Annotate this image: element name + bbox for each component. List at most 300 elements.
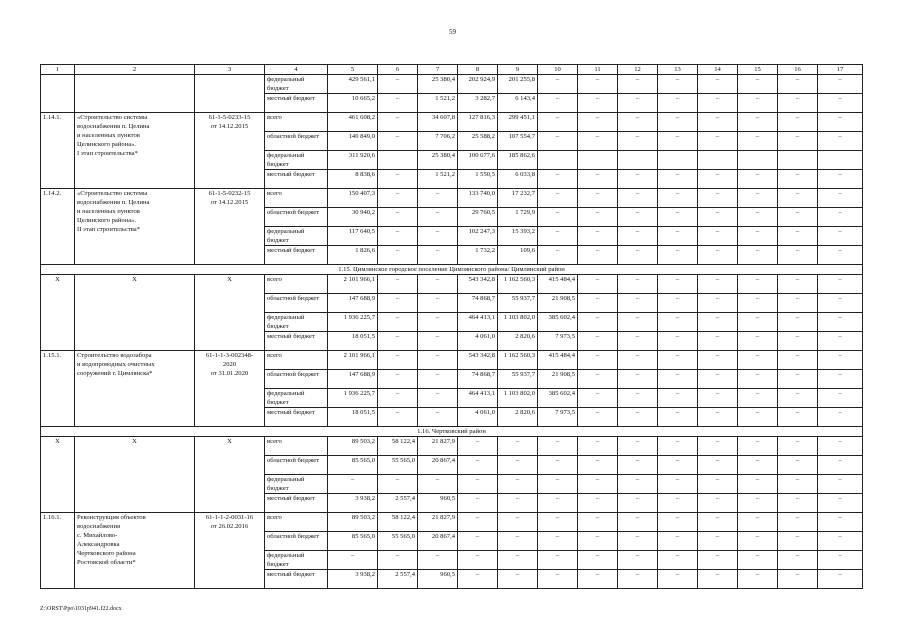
amount-cell: – <box>818 389 863 408</box>
amount-cell: 20 867,4 <box>418 532 458 551</box>
amount-cell: 107 554,7 <box>498 132 538 151</box>
object-name-line: и населенных пунктов <box>77 132 140 139</box>
column-header: 16 <box>778 65 818 75</box>
amount-cell: – <box>658 313 698 332</box>
funding-source: областной бюджет <box>265 132 328 151</box>
amount-cell: – <box>538 551 578 570</box>
amount-cell: – <box>658 294 698 313</box>
amount-cell: – <box>738 294 778 313</box>
amount-cell: – <box>818 189 863 208</box>
amount-cell: – <box>538 227 578 246</box>
amount-cell: – <box>538 246 578 265</box>
amount-cell <box>578 151 618 170</box>
amount-cell: 58 122,4 <box>378 513 418 532</box>
funding-source: всего <box>265 189 328 208</box>
amount-cell: – <box>578 532 618 551</box>
amount-cell: – <box>328 551 378 570</box>
amount-cell: – <box>498 475 538 494</box>
budget-table <box>40 64 863 589</box>
amount-cell: 385 602,4 <box>538 389 578 408</box>
amount-cell: – <box>778 456 818 475</box>
amount-cell: 29 760,5 <box>458 208 498 227</box>
amount-cell <box>618 151 658 170</box>
amount-cell: – <box>578 189 618 208</box>
item-number: 1.15.1. <box>41 351 75 427</box>
amount-cell: – <box>378 94 418 113</box>
amount-cell: 385 602,4 <box>538 313 578 332</box>
amount-cell: – <box>658 551 698 570</box>
amount-cell: 1 521,2 <box>418 94 458 113</box>
amount-cell: – <box>778 313 818 332</box>
amount-cell: – <box>778 94 818 113</box>
amount-cell: 464 413,1 <box>458 313 498 332</box>
object-name-line: сооружений г. Цимлянска* <box>77 370 153 377</box>
amount-cell: – <box>418 246 458 265</box>
amount-cell: – <box>738 94 778 113</box>
amount-cell: – <box>778 170 818 189</box>
amount-cell: – <box>738 551 778 570</box>
amount-cell: 20 867,4 <box>418 456 458 475</box>
amount-cell: 1 550,5 <box>458 170 498 189</box>
funding-source: федеральный бюджет <box>265 475 328 494</box>
amount-cell: 415 484,4 <box>538 275 578 294</box>
amount-cell: – <box>778 408 818 427</box>
amount-cell: – <box>738 132 778 151</box>
table-row <box>41 513 863 532</box>
funding-source: местный бюджет <box>265 94 328 113</box>
amount-cell: 1 521,2 <box>418 170 458 189</box>
amount-cell: 461 608,2 <box>328 113 378 132</box>
document-ref-line: 61-1-1-2-0031-16 <box>205 514 254 521</box>
funding-source: областной бюджет <box>265 208 328 227</box>
amount-cell: 127 816,3 <box>458 113 498 132</box>
document-ref-line: от 31.01.2020 <box>210 370 249 377</box>
amount-cell: 15 393,2 <box>498 227 538 246</box>
amount-cell: – <box>418 475 458 494</box>
amount-cell: 3 938,2 <box>328 494 378 513</box>
amount-cell: 299 451,1 <box>498 113 538 132</box>
column-header: 7 <box>418 65 458 75</box>
amount-cell: 2 820,6 <box>498 332 538 351</box>
amount-cell: – <box>578 389 618 408</box>
amount-cell: – <box>658 113 698 132</box>
amount-cell: – <box>458 456 498 475</box>
document-ref <box>195 275 265 351</box>
amount-cell: – <box>738 532 778 551</box>
amount-cell: – <box>498 532 538 551</box>
amount-cell: – <box>578 513 618 532</box>
object-name-line: Реконструкция объектов <box>77 514 146 521</box>
amount-cell: – <box>378 275 418 294</box>
amount-cell: 1 103 802,0 <box>498 389 538 408</box>
amount-cell: – <box>778 189 818 208</box>
amount-cell: 7 706,2 <box>418 132 458 151</box>
document-ref <box>195 113 265 189</box>
amount-cell: 102 247,3 <box>458 227 498 246</box>
amount-cell: – <box>738 170 778 189</box>
item-number: 1.14.1. <box>41 113 75 189</box>
document-ref-line: от 14.12.2015 <box>210 123 249 130</box>
amount-cell: – <box>778 275 818 294</box>
column-header: 5 <box>328 65 378 75</box>
amount-cell: – <box>698 113 738 132</box>
amount-cell: – <box>578 208 618 227</box>
amount-cell: – <box>738 113 778 132</box>
amount-cell: – <box>698 437 738 456</box>
funding-source: всего <box>265 513 328 532</box>
amount-cell: 55 937,7 <box>498 294 538 313</box>
item-number: X <box>41 275 75 351</box>
amount-cell: – <box>658 389 698 408</box>
funding-source: местный бюджет <box>265 332 328 351</box>
amount-cell: 25 588,2 <box>458 132 498 151</box>
amount-cell: – <box>458 570 498 589</box>
amount-cell: – <box>658 570 698 589</box>
object-name-line: Строительство водозабора <box>77 352 152 359</box>
section-title: 1.15. Цимлянское городское поселение Цимлянского района/ Цимлянский район <box>41 265 863 275</box>
amount-cell: 133 740,0 <box>458 189 498 208</box>
amount-cell: – <box>498 513 538 532</box>
amount-cell: – <box>578 456 618 475</box>
amount-cell: – <box>818 294 863 313</box>
object-name <box>75 513 195 589</box>
object-name-line: и водопроводных очистных <box>77 361 155 368</box>
column-header: 12 <box>618 65 658 75</box>
amount-cell: – <box>658 275 698 294</box>
section-row <box>41 265 863 275</box>
amount-cell: – <box>538 532 578 551</box>
amount-cell: 1 936 225,7 <box>328 313 378 332</box>
amount-cell: – <box>698 408 738 427</box>
amount-cell: – <box>778 389 818 408</box>
amount-cell <box>698 151 738 170</box>
amount-cell: – <box>378 332 418 351</box>
amount-cell: – <box>658 370 698 389</box>
funding-source: местный бюджет <box>265 170 328 189</box>
table-row <box>41 75 863 94</box>
amount-cell: – <box>738 475 778 494</box>
amount-cell: – <box>578 294 618 313</box>
column-header: 1 <box>41 65 75 75</box>
column-header: 8 <box>458 65 498 75</box>
amount-cell: 89 503,2 <box>328 513 378 532</box>
amount-cell: – <box>538 475 578 494</box>
amount-cell: – <box>618 351 658 370</box>
funding-source: федеральный бюджет <box>265 75 328 94</box>
object-name-line: «Строительство системы <box>77 190 148 197</box>
amount-cell <box>378 151 418 170</box>
document-ref-line: 61-1-5-0232-15 <box>208 190 251 197</box>
amount-cell: – <box>618 208 658 227</box>
amount-cell: – <box>538 456 578 475</box>
amount-cell: – <box>818 170 863 189</box>
amount-cell: – <box>778 570 818 589</box>
item-number <box>41 75 75 113</box>
document-ref-line: 61-1-5-0233-15 <box>208 114 251 121</box>
amount-cell: – <box>618 370 658 389</box>
amount-cell: – <box>618 513 658 532</box>
amount-cell: – <box>618 437 658 456</box>
amount-cell: – <box>578 408 618 427</box>
amount-cell: 543 342,8 <box>458 351 498 370</box>
amount-cell: – <box>658 475 698 494</box>
amount-cell: – <box>458 532 498 551</box>
amount-cell: – <box>458 551 498 570</box>
amount-cell: – <box>578 494 618 513</box>
amount-cell: – <box>778 370 818 389</box>
amount-cell: – <box>538 437 578 456</box>
section-title: 1.16. Чертковский район <box>41 427 863 437</box>
amount-cell: 960,5 <box>418 570 458 589</box>
amount-cell: – <box>618 189 658 208</box>
amount-cell: – <box>698 208 738 227</box>
amount-cell: – <box>538 113 578 132</box>
object-name <box>75 275 195 351</box>
amount-cell: – <box>578 94 618 113</box>
amount-cell: – <box>618 532 658 551</box>
amount-cell: – <box>818 94 863 113</box>
amount-cell: – <box>778 75 818 94</box>
amount-cell: – <box>778 437 818 456</box>
document-ref <box>195 351 265 427</box>
amount-cell: – <box>658 75 698 94</box>
amount-cell: – <box>378 408 418 427</box>
amount-cell: – <box>818 408 863 427</box>
section-row <box>41 427 863 437</box>
amount-cell: 7 973,5 <box>538 408 578 427</box>
amount-cell: – <box>578 475 618 494</box>
amount-cell: – <box>658 456 698 475</box>
funding-source: всего <box>265 275 328 294</box>
amount-cell: – <box>658 351 698 370</box>
amount-cell: – <box>698 275 738 294</box>
amount-cell: – <box>738 456 778 475</box>
amount-cell: 202 924,9 <box>458 75 498 94</box>
amount-cell: – <box>818 246 863 265</box>
amount-cell: 85 565,0 <box>328 456 378 475</box>
column-header: 17 <box>818 65 863 75</box>
amount-cell: 21 827,9 <box>418 513 458 532</box>
amount-cell: – <box>738 332 778 351</box>
amount-cell: 3 938,2 <box>328 570 378 589</box>
amount-cell: – <box>658 408 698 427</box>
amount-cell <box>538 151 578 170</box>
column-header: 14 <box>698 65 738 75</box>
amount-cell: – <box>618 94 658 113</box>
amount-cell: – <box>698 246 738 265</box>
column-header: 2 <box>75 65 195 75</box>
amount-cell: – <box>658 170 698 189</box>
amount-cell: – <box>618 313 658 332</box>
amount-cell: 85 565,0 <box>328 532 378 551</box>
amount-cell: – <box>738 351 778 370</box>
object-name-line: водоснабжения п. Целина <box>77 123 150 130</box>
object-name <box>75 75 195 113</box>
amount-cell: 7 973,5 <box>538 332 578 351</box>
amount-cell: – <box>618 294 658 313</box>
amount-cell: – <box>778 132 818 151</box>
funding-source: областной бюджет <box>265 456 328 475</box>
item-number: 1.16.1. <box>41 513 75 589</box>
amount-cell: 17 232,7 <box>498 189 538 208</box>
table-row <box>41 189 863 208</box>
funding-source: областной бюджет <box>265 294 328 313</box>
amount-cell: 429 561,1 <box>328 75 378 94</box>
amount-cell: 74 868,7 <box>458 370 498 389</box>
amount-cell: – <box>818 570 863 589</box>
amount-cell: 100 677,6 <box>458 151 498 170</box>
amount-cell: 18 051,5 <box>328 408 378 427</box>
amount-cell: – <box>418 275 458 294</box>
object-name <box>75 113 195 189</box>
amount-cell: – <box>418 370 458 389</box>
document-ref <box>195 513 265 589</box>
amount-cell: 464 413,1 <box>458 389 498 408</box>
amount-cell: – <box>578 170 618 189</box>
object-name-line: II этап строительства* <box>77 226 141 233</box>
amount-cell: – <box>698 370 738 389</box>
amount-cell: – <box>618 113 658 132</box>
amount-cell: – <box>818 132 863 151</box>
amount-cell: – <box>618 246 658 265</box>
amount-cell: – <box>738 408 778 427</box>
amount-cell: – <box>818 75 863 94</box>
amount-cell: 109,6 <box>498 246 538 265</box>
amount-cell: – <box>698 494 738 513</box>
column-header: 13 <box>658 65 698 75</box>
amount-cell: 58 122,4 <box>378 437 418 456</box>
amount-cell: – <box>458 475 498 494</box>
amount-cell: – <box>658 189 698 208</box>
funding-source: федеральный бюджет <box>265 551 328 570</box>
amount-cell: – <box>698 351 738 370</box>
amount-cell: – <box>698 94 738 113</box>
amount-cell: – <box>418 313 458 332</box>
amount-cell: 18 051,5 <box>328 332 378 351</box>
amount-cell: – <box>578 351 618 370</box>
funding-source: местный бюджет <box>265 408 328 427</box>
amount-cell: 25 380,4 <box>418 75 458 94</box>
column-header: 10 <box>538 65 578 75</box>
column-header: 4 <box>265 65 328 75</box>
amount-cell: – <box>418 408 458 427</box>
amount-cell: – <box>538 570 578 589</box>
amount-cell: – <box>618 332 658 351</box>
amount-cell: – <box>738 437 778 456</box>
amount-cell: – <box>418 351 458 370</box>
amount-cell: – <box>818 351 863 370</box>
amount-cell: 960,5 <box>418 494 458 513</box>
amount-cell: – <box>498 570 538 589</box>
amount-cell: – <box>738 389 778 408</box>
object-name-line: Чертковского района <box>77 550 136 557</box>
amount-cell: – <box>818 332 863 351</box>
amount-cell: – <box>498 551 538 570</box>
amount-cell: 140 849,0 <box>328 132 378 151</box>
amount-cell: – <box>818 475 863 494</box>
amount-cell: – <box>778 351 818 370</box>
amount-cell: – <box>618 551 658 570</box>
amount-cell: – <box>378 370 418 389</box>
document-ref <box>195 189 265 265</box>
amount-cell: – <box>778 513 818 532</box>
amount-cell: – <box>578 570 618 589</box>
amount-cell: – <box>818 370 863 389</box>
amount-cell: 55 937,7 <box>498 370 538 389</box>
amount-cell: 2 820,6 <box>498 408 538 427</box>
table-row <box>41 351 863 370</box>
object-name-line: Ростовской области* <box>77 559 136 566</box>
funding-source: всего <box>265 113 328 132</box>
amount-cell: – <box>578 246 618 265</box>
amount-cell: – <box>378 189 418 208</box>
amount-cell: – <box>618 494 658 513</box>
amount-cell: – <box>698 75 738 94</box>
amount-cell: 4 061,0 <box>458 408 498 427</box>
amount-cell: – <box>778 246 818 265</box>
amount-cell: 2 101 966,1 <box>328 351 378 370</box>
amount-cell: – <box>698 389 738 408</box>
amount-cell: 1 162 560,3 <box>498 351 538 370</box>
amount-cell: – <box>618 456 658 475</box>
amount-cell: – <box>618 132 658 151</box>
amount-cell: 3 282,7 <box>458 94 498 113</box>
amount-cell: – <box>698 189 738 208</box>
amount-cell: – <box>658 513 698 532</box>
amount-cell: – <box>458 513 498 532</box>
amount-cell: – <box>778 532 818 551</box>
amount-cell: – <box>738 494 778 513</box>
funding-source: областной бюджет <box>265 532 328 551</box>
amount-cell: – <box>658 437 698 456</box>
funding-source: местный бюджет <box>265 494 328 513</box>
amount-cell: – <box>378 246 418 265</box>
amount-cell: – <box>698 513 738 532</box>
amount-cell: – <box>578 313 618 332</box>
amount-cell: – <box>618 170 658 189</box>
object-name-line: водоснабжения <box>77 523 121 530</box>
amount-cell: 147 688,9 <box>328 370 378 389</box>
amount-cell: – <box>378 351 418 370</box>
amount-cell: – <box>658 494 698 513</box>
amount-cell: – <box>738 370 778 389</box>
amount-cell: – <box>498 494 538 513</box>
document-ref-line: от 26.02.2016 <box>210 523 249 530</box>
amount-cell: – <box>738 208 778 227</box>
amount-cell: – <box>778 113 818 132</box>
amount-cell: – <box>418 208 458 227</box>
amount-cell: 543 342,8 <box>458 275 498 294</box>
object-name-line: Александровка <box>77 541 120 548</box>
amount-cell: 8 838,6 <box>328 170 378 189</box>
amount-cell: – <box>378 113 418 132</box>
object-name <box>75 189 195 265</box>
amount-cell: 21 908,5 <box>538 370 578 389</box>
amount-cell: – <box>458 494 498 513</box>
object-name <box>75 437 195 513</box>
amount-cell: 2 557,4 <box>378 570 418 589</box>
amount-cell: – <box>658 94 698 113</box>
amount-cell: – <box>818 113 863 132</box>
amount-cell: – <box>778 475 818 494</box>
amount-cell: – <box>378 227 418 246</box>
funding-source: областной бюджет <box>265 370 328 389</box>
amount-cell: – <box>818 275 863 294</box>
amount-cell: – <box>738 189 778 208</box>
amount-cell: 6 143,4 <box>498 94 538 113</box>
amount-cell: 4 061,0 <box>458 332 498 351</box>
amount-cell: – <box>698 132 738 151</box>
